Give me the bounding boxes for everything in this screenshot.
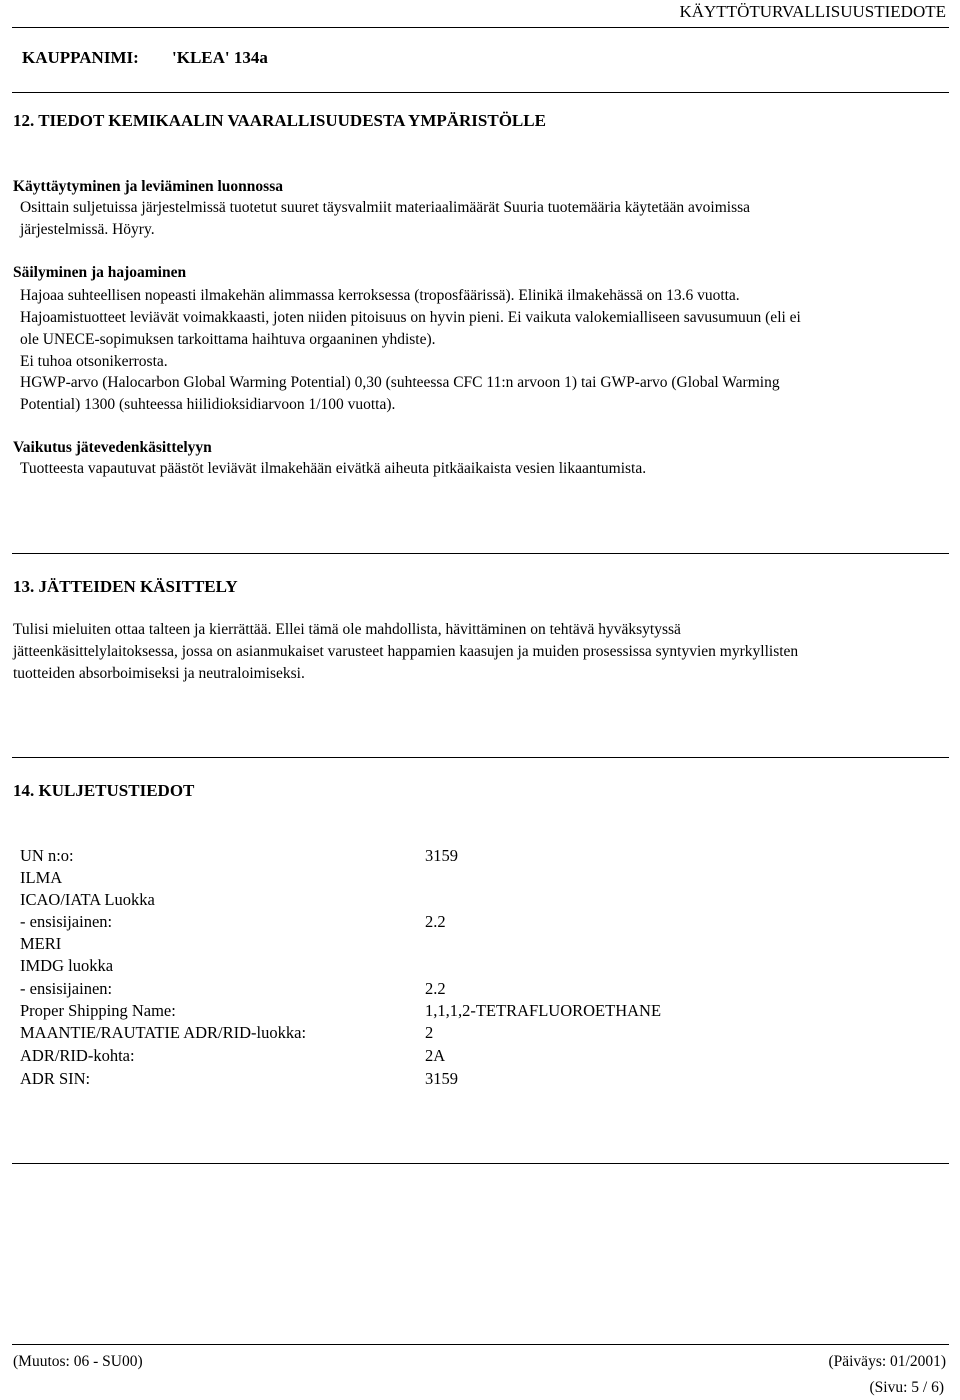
transport-row-value: 2A bbox=[425, 1046, 446, 1065]
page-number: (Sivu: 5 / 6) bbox=[869, 1379, 944, 1396]
footer-divider bbox=[12, 1344, 949, 1345]
divider bbox=[12, 92, 949, 93]
transport-row-label: MERI bbox=[20, 934, 62, 953]
persistence-line: Ei tuhoa otsonikerrosta. bbox=[20, 353, 168, 370]
transport-row-label: MAANTIE/RAUTATIE ADR/RID-luokka: bbox=[20, 1023, 307, 1042]
transport-row-value: 3159 bbox=[425, 846, 458, 865]
section-13-title: 13. JÄTTEIDEN KÄSITTELY bbox=[13, 577, 238, 596]
persistence-line: Potential) 1300 (suhteessa hiilidioksidiarvoon 1/100 vuotta). bbox=[20, 396, 396, 413]
transport-row-value: 2.2 bbox=[425, 912, 446, 931]
transport-row-label: ADR/RID-kohta: bbox=[20, 1046, 135, 1065]
trade-name-value: 'KLEA' 134a bbox=[172, 48, 268, 67]
transport-row-value: 3159 bbox=[425, 1069, 458, 1088]
transport-row-label: IMDG luokka bbox=[20, 956, 114, 975]
behaviour-line: Osittain suljetuissa järjestelmissä tuotetut suuret täysvalmiit materiaalimäärät Suuria tuotemääria käytetään avoimissa bbox=[20, 199, 751, 216]
behaviour-heading: Käyttäytyminen ja leviäminen luonnossa bbox=[13, 178, 283, 195]
document-title: KÄYTTÖTURVALLISUUSTIEDOTE bbox=[679, 2, 946, 21]
revision-note: (Muutos: 06 - SU00) bbox=[13, 1353, 143, 1370]
persistence-line: Hajoaa suhteellisen nopeasti ilmakehän alimmassa kerroksessa (troposfäärissä). Elinikä ilmakehässä on 13.6 vuotta. bbox=[20, 287, 740, 304]
transport-row-value: 2 bbox=[425, 1023, 434, 1042]
section-12-title: 12. TIEDOT KEMIKAALIN VAARALLISUUDESTA YMPÄRISTÖLLE bbox=[13, 111, 546, 130]
disposal-line: jätteenkäsittelylaitoksessa, jossa on asianmukaiset varusteet happamien kaasujen ja muiden prosessissa syntyvien myrkyllisten bbox=[13, 643, 799, 660]
disposal-line: tuotteiden absorboimiseksi ja neutraloimiseksi. bbox=[13, 665, 305, 682]
date-note: (Päiväys: 01/2001) bbox=[828, 1353, 946, 1370]
persistence-line: HGWP-arvo (Halocarbon Global Warming Potential) 0,30 (suhteessa CFC 11:n arvoon 1) tai GWP-arvo (Global Warming bbox=[20, 374, 780, 391]
transport-row-label: Proper Shipping Name: bbox=[20, 1001, 176, 1020]
persistence-heading: Säilyminen ja hajoaminen bbox=[13, 264, 187, 281]
persistence-line: ole UNECE-sopimuksen tarkoittama haihtuva orgaaninen yhdiste). bbox=[20, 331, 436, 348]
transport-row-label: ADR SIN: bbox=[20, 1069, 91, 1088]
disposal-line: Tulisi mieluiten ottaa talteen ja kierrättää. Ellei tämä ole mahdollista, hävittäminen on tehtävä hyväksytyssä bbox=[13, 621, 681, 638]
section-14-title: 14. KULJETUSTIEDOT bbox=[13, 781, 195, 800]
divider bbox=[12, 1163, 949, 1164]
behaviour-line: järjestelmissä. Höyry. bbox=[20, 221, 155, 238]
transport-row-label: - ensisijainen: bbox=[20, 912, 113, 931]
transport-row-label: ILMA bbox=[20, 868, 63, 887]
divider bbox=[12, 757, 949, 758]
transport-row-value: 1,1,1,2-TETRAFLUOROETHANE bbox=[425, 1001, 662, 1020]
trade-name-label: KAUPPANIMI: bbox=[22, 48, 139, 67]
waste-water-line: Tuotteesta vapautuvat päästöt leviävät ilmakehään eivätkä aiheuta pitkäaikaista vesien likaantumista. bbox=[20, 460, 647, 477]
transport-row-label: UN n:o: bbox=[20, 846, 74, 865]
divider bbox=[12, 27, 949, 28]
transport-row-label: - ensisijainen: bbox=[20, 979, 113, 998]
divider bbox=[12, 553, 949, 554]
transport-row-label: ICAO/IATA Luokka bbox=[20, 890, 155, 909]
persistence-line: Hajoamistuotteet leviävät voimakkaasti, joten niiden pitoisuus on hyvin pieni. Ei vaikuta valokemialliseen savusumuun (eli ei bbox=[20, 309, 801, 326]
transport-row-value: 2.2 bbox=[425, 979, 446, 998]
waste-water-heading: Vaikutus jätevedenkäsittelyyn bbox=[13, 439, 212, 456]
